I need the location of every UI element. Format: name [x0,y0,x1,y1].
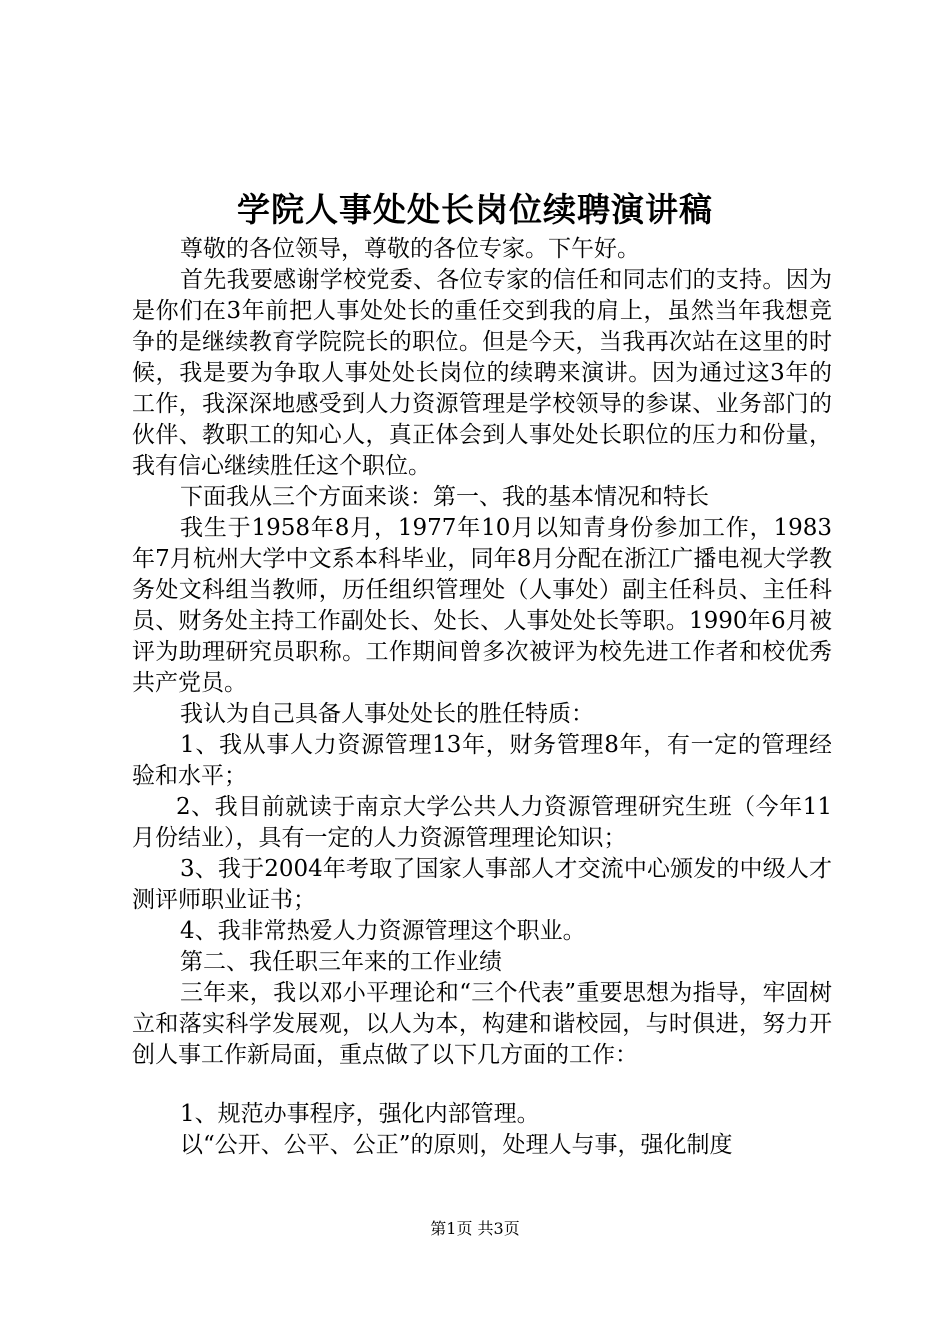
document-title: 学院人事处处长岗位续聘演讲稿 [237,190,713,229]
paragraph-quality-3: 3、我于2004年考取了国家人事部人才交流中心颁发的中级人才测评师职业证书； [132,856,832,913]
paragraph-thanks: 首先我要感谢学校党委、各位专家的信任和同志们的支持。因为是你们在3年前把人事处处长的重任交到我的肩上，虽然当年我想竞争的是继续教育学院院长的职位。但是今天，当我再次站在这里的时候，我是要为争取人事处处长岗位的续聘来演讲。因为通过这3年的工作，我深深地感受到人力资源管理是学校领导的参谋、业务部门的伙伴、教职工的知心人，真正体会到人事处处长职位的压力和份量，我有信心继续胜任这个职位。 [132,267,832,479]
paragraph-principle: 以“公开、公平、公正”的原则，处理人与事，强化制度 [180,1132,733,1158]
paragraph-quality-2: 2、我目前就读于南京大学公共人力资源管理研究生班（今年11月份结业），具有一定的人力资源管理理论知识； [132,794,832,851]
paragraph-section-one-heading: 下面我从三个方面来谈：第一、我的基本情况和特长 [180,484,709,510]
paragraph-item-1: 1、规范办事程序，强化内部管理。 [180,1101,540,1127]
paragraph-quality-1: 1、我从事人力资源管理13年，财务管理8年，有一定的管理经验和水平； [132,732,832,789]
paragraph-section-two-heading: 第二、我任职三年来的工作业绩 [180,949,502,975]
paragraph-qualities-intro: 我认为自己具备人事处处长的胜任特质： [180,701,594,727]
paragraph-basic-info: 我生于1958年8月，1977年10月以知青身份参加工作，1983年7月杭州大学中文系本科毕业，同年8月分配在浙江广播电视大学教务处文科组当教师，历任组织管理处（人事处）副主任科员、主任科员、财务处主持工作副处长、处长、人事处处长等职。1990年6月被评为助理研究员职称。工作期间曾多次被评为校先进工作者和校优秀共产党员。 [132,515,832,696]
paragraph-achievements: 三年来，我以邓小平理论和“三个代表”重要思想为指导，牢固树立和落实科学发展观，以人为本，构建和谐校园，与时俱进，努力开创人事工作新局面，重点做了以下几方面的工作： [132,980,832,1068]
page-footer: 第1页 共3页 [430,1219,520,1238]
paragraph-greeting: 尊敬的各位领导，尊敬的各位专家。下午好。 [180,236,640,262]
paragraph-spacer [132,1071,832,1099]
paragraph-quality-4: 4、我非常热爱人力资源管理这个职业。 [180,918,586,944]
document-body [132,234,832,1161]
